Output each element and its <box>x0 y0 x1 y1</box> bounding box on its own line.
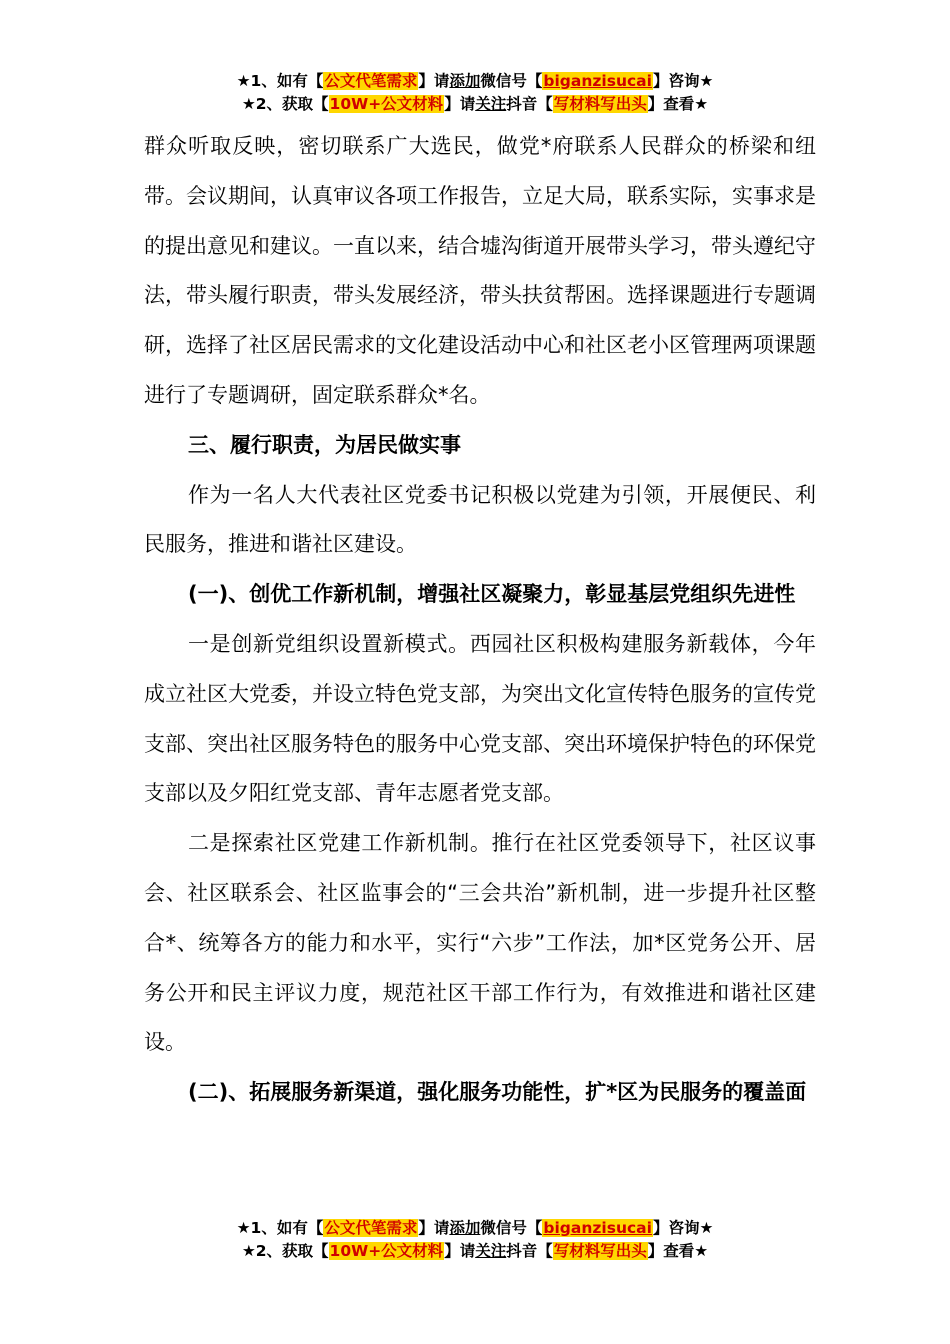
banner-underlined-text: 关注 <box>475 1242 507 1260</box>
paragraph: 二是探索社区党建工作新机制。推行在社区党委领导下，社区议事会、社区联系会、社区监事会的“三会共治”新机制，进一步提升社区整合*、统筹各方的能力和水平，实行“六步”工作法，加*区党务公开、居务公开和民主评议力度，规范社区干部工作行为，有效推进和谐社区建设。 <box>144 831 816 1055</box>
banner-text: 】请 <box>444 95 476 113</box>
banner-text: 】咨询★ <box>652 72 714 90</box>
banner-highlight: 10W+公文材料 <box>329 1242 444 1260</box>
banner-line-2 <box>0 93 950 116</box>
banner-text: 】请 <box>444 1242 476 1260</box>
banner-text: ★1、如有【 <box>236 1219 324 1237</box>
banner-underlined-text: 添加 <box>449 72 481 90</box>
document-body <box>144 122 816 1118</box>
banner-line-1 <box>0 70 950 93</box>
banner-text: 】请 <box>418 1219 450 1237</box>
banner-text: 】查看★ <box>647 95 709 113</box>
banner-underlined-text: 关注 <box>475 95 507 113</box>
banner-wechat-id: biganzisucai <box>543 1219 652 1237</box>
banner-text: 】请 <box>418 72 450 90</box>
section-heading: 三、履行职责，为居民做实事 <box>188 432 461 457</box>
paragraph: 一是创新党组织设置新模式。西园社区积极构建服务新载体，今年成立社区大党委，并设立特色党支部，为突出文化宣传特色服务的宣传党支部、突出社区服务特色的服务中心党支部、突出环境保护特色的环保党支部以及夕阳红党支部、青年志愿者党支部。 <box>144 631 816 806</box>
subsection-heading: (一)、创优工作新机制，增强社区凝聚力，彰显基层党组织先进性 <box>188 582 796 607</box>
banner-underlined-text: 添加 <box>449 1219 481 1237</box>
banner-highlight: 10W+公文材料 <box>329 95 444 113</box>
banner-text: ★2、获取【 <box>241 1242 329 1260</box>
banner-text: 】查看★ <box>647 1242 709 1260</box>
banner-text: 抖音【 <box>506 95 553 113</box>
banner-douyin-id: 写材料写出头 <box>553 1242 647 1260</box>
banner-text: 微信号【 <box>480 1219 543 1237</box>
header-banner <box>0 70 950 116</box>
banner-line-2 <box>0 1240 950 1263</box>
paragraph: 作为一名人大代表社区党委书记积极以党建为引领，开展便民、利民服务，推进和谐社区建设。 <box>144 482 816 557</box>
banner-text: 抖音【 <box>506 1242 553 1260</box>
banner-highlight: 公文代笔需求 <box>324 1219 418 1237</box>
banner-text: ★2、获取【 <box>241 95 329 113</box>
banner-wechat-id: biganzisucai <box>543 72 652 90</box>
banner-line-1 <box>0 1217 950 1240</box>
banner-highlight: 公文代笔需求 <box>324 72 418 90</box>
paragraph: 群众听取反映，密切联系广大选民，做党*府联系人民群众的桥梁和纽带。会议期间，认真审议各项工作报告，立足大局，联系实际，实事求是的提出意见和建议。一直以来，结合墟沟街道开展带头学习，带头遵纪守法，带头履行职责，带头发展经济，带头扶贫帮困。选择课题进行专题调研，选择了社区居民需求的文化建设活动中心和社区老小区管理两项课题进行了专题调研，固定联系群众*名。 <box>144 134 816 407</box>
banner-text: ★1、如有【 <box>236 72 324 90</box>
subsection-heading: (二)、拓展服务新渠道，强化服务功能性，扩*区为民服务的覆盖面 <box>188 1080 807 1105</box>
banner-text: 微信号【 <box>480 72 543 90</box>
footer-banner <box>0 1217 950 1263</box>
banner-text: 】咨询★ <box>652 1219 714 1237</box>
banner-douyin-id: 写材料写出头 <box>553 95 647 113</box>
